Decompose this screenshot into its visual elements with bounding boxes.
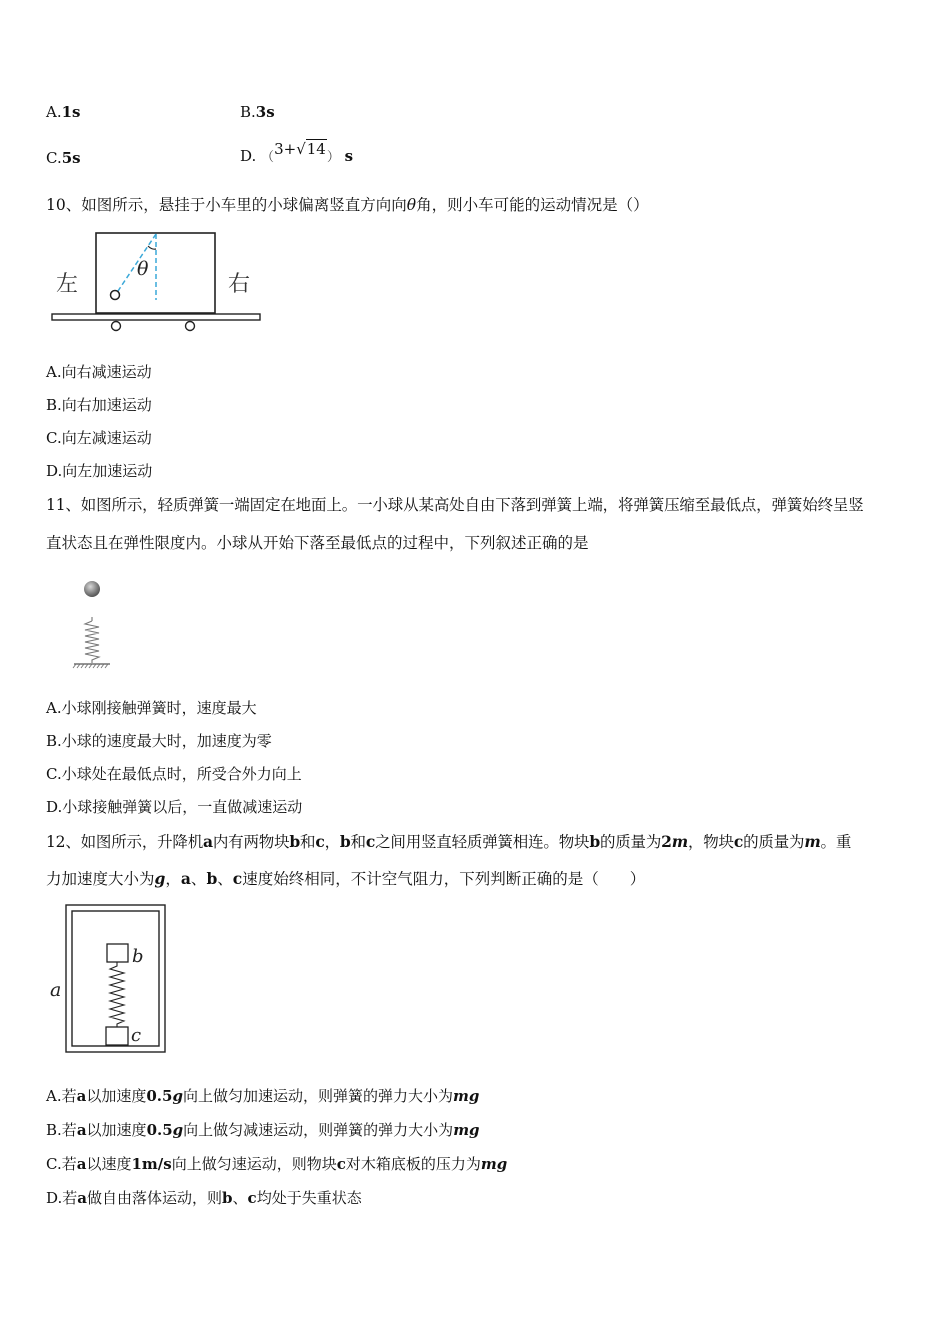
option-letter: C.: [46, 1155, 62, 1173]
option-letter: C.: [46, 149, 62, 167]
var-mg: mg: [453, 1121, 480, 1139]
theta-symbol: θ: [406, 196, 417, 214]
stem-text: 速度始终相同，不计空气阻力，下列判断正确的是（ ）: [242, 870, 646, 888]
var-m: m: [804, 832, 821, 851]
stem-text: 内有两物块: [212, 833, 290, 851]
math-whole: 3+: [274, 140, 297, 158]
speed-value: 1m/s: [131, 1155, 172, 1173]
question-number: 11、: [46, 496, 81, 514]
var-b: b: [206, 869, 218, 888]
option-text: 若: [62, 1189, 78, 1207]
option-value: 5s: [61, 149, 81, 167]
label-a: a: [50, 979, 62, 1001]
var-b: b: [222, 1189, 233, 1207]
option-text: 向左减速运动: [61, 429, 152, 447]
option-text: 均处于失重状态: [256, 1189, 362, 1207]
stem-text: 、: [190, 870, 207, 888]
option-letter: B.: [46, 732, 62, 750]
var-mg: mg: [480, 1155, 508, 1173]
option-text: 向上做匀速运动，则物块: [171, 1155, 337, 1173]
option-text: 对木箱底板的压力为: [345, 1155, 481, 1173]
label-c: c: [131, 1025, 142, 1046]
q11-stem-line2: 直状态且在弹性限度内。小球从开始下落至最低点的过程中，下列叙述正确的是: [46, 534, 589, 552]
option-text: 若: [61, 1155, 77, 1173]
option-letter: C.: [46, 429, 62, 447]
option-letter: D.: [46, 462, 63, 480]
block-b: [107, 944, 128, 962]
stem-text: ，: [165, 870, 181, 888]
q12-option-b: [46, 1120, 480, 1140]
var-g: g: [172, 1121, 184, 1139]
var-c: c: [247, 1189, 257, 1207]
option-value: 3s: [255, 103, 275, 121]
var-c: c: [365, 832, 376, 851]
spring-coil: [110, 962, 124, 1027]
var-a: a: [76, 1087, 87, 1105]
option-letter: B.: [46, 396, 62, 414]
question-number: 10、: [46, 196, 82, 214]
option-text: 小球处在最低点时，所受合外力向上: [61, 765, 302, 783]
stem-text: 和: [350, 833, 366, 851]
option-letter: A.: [46, 699, 62, 717]
var-c: c: [336, 1155, 346, 1173]
number: 0.5: [146, 1087, 173, 1105]
option-text: 向右加速运动: [61, 396, 152, 414]
question-number: 12、: [46, 833, 81, 851]
stem-text: 的质量为: [599, 833, 662, 851]
stem-text: 和: [300, 833, 316, 851]
option-letter: D.: [46, 798, 63, 816]
stem-text: 如图所示，轻质弹簧一端固定在地面上。一小球从某高处自由下落到弹簧上端，将弹簧压缩至最低点，弹簧始终呈竖: [80, 496, 864, 514]
option-text: 向右减速运动: [61, 363, 152, 381]
var-a: a: [180, 869, 191, 888]
paren-close: ）: [326, 150, 340, 165]
stem-text: 、: [217, 870, 233, 888]
stem-text: ，物块: [687, 833, 734, 851]
option-text: 以加速度: [86, 1121, 147, 1139]
radicand: 14: [306, 140, 326, 158]
option-letter: D.: [240, 147, 257, 165]
option-letter: B.: [240, 103, 256, 121]
var-b: b: [589, 832, 600, 851]
option-text: 、: [232, 1189, 248, 1207]
var-m: m: [671, 832, 688, 851]
option-text: 小球刚接触弹簧时，速度最大: [61, 699, 257, 717]
number: 2: [661, 832, 672, 851]
option-letter: D.: [46, 1189, 63, 1207]
var-c: c: [733, 832, 744, 851]
option-letter: A.: [46, 1087, 62, 1105]
radical-sign: √: [296, 140, 306, 158]
var-mg: mg: [453, 1087, 480, 1105]
option-unit: s: [344, 147, 354, 165]
stem-text: 。重: [820, 833, 852, 851]
left-label: 左: [56, 272, 79, 297]
q12-option-d: [46, 1188, 362, 1208]
var-a: a: [77, 1189, 88, 1207]
var-b: b: [289, 832, 301, 851]
number: 0.5: [146, 1121, 173, 1139]
q12-option-a: [46, 1086, 479, 1106]
stem-text: 之间用竖直轻质弹簧相连。物块: [375, 833, 590, 851]
stem-text: 如图所示，升降机: [80, 833, 204, 851]
var-c: c: [232, 869, 243, 888]
option-text: 小球的速度最大时，加速度为零: [61, 732, 272, 750]
option-text: 若: [61, 1121, 77, 1139]
var-a: a: [76, 1155, 87, 1173]
option-text: 做自由落体运动，则: [87, 1189, 223, 1207]
var-a: a: [76, 1121, 87, 1139]
option-letter: A.: [46, 103, 62, 121]
stem-text: 的质量为: [743, 833, 805, 851]
option-letter: B.: [46, 1121, 62, 1139]
block-c: [106, 1027, 128, 1045]
option-text: 向上做匀加速运动，则弹簧的弹力大小为: [182, 1087, 453, 1105]
option-value: 1s: [61, 103, 81, 121]
stem-text: 角，则小车可能的运动情况是（）: [416, 196, 649, 214]
var-g: g: [172, 1087, 183, 1105]
var-c: c: [315, 832, 325, 851]
var-a: a: [203, 832, 213, 851]
option-letter: A.: [46, 363, 62, 381]
var-b: b: [339, 832, 351, 851]
stem-text: 力加速度大小为: [46, 870, 155, 888]
option-text: 以加速度: [86, 1087, 147, 1105]
stem-text: ，: [324, 833, 340, 851]
option-text: 小球接触弹簧以后，一直做减速运动: [62, 798, 303, 816]
option-text: 向左加速运动: [62, 462, 153, 480]
option-letter: C.: [46, 765, 62, 783]
paren-open: （: [261, 150, 275, 165]
right-label: 右: [228, 272, 251, 297]
option-text: 向上做匀减速运动，则弹簧的弹力大小为: [183, 1121, 454, 1139]
stem-text: 如图所示，悬挂于小车里的小球偏离竖直方向向: [81, 196, 407, 214]
option-text: 以速度: [86, 1155, 132, 1173]
var-g: g: [154, 869, 166, 888]
label-b: b: [132, 946, 144, 967]
q12-option-c: [46, 1154, 507, 1174]
option-text: 若: [61, 1087, 77, 1105]
angle-label: θ: [137, 258, 149, 280]
